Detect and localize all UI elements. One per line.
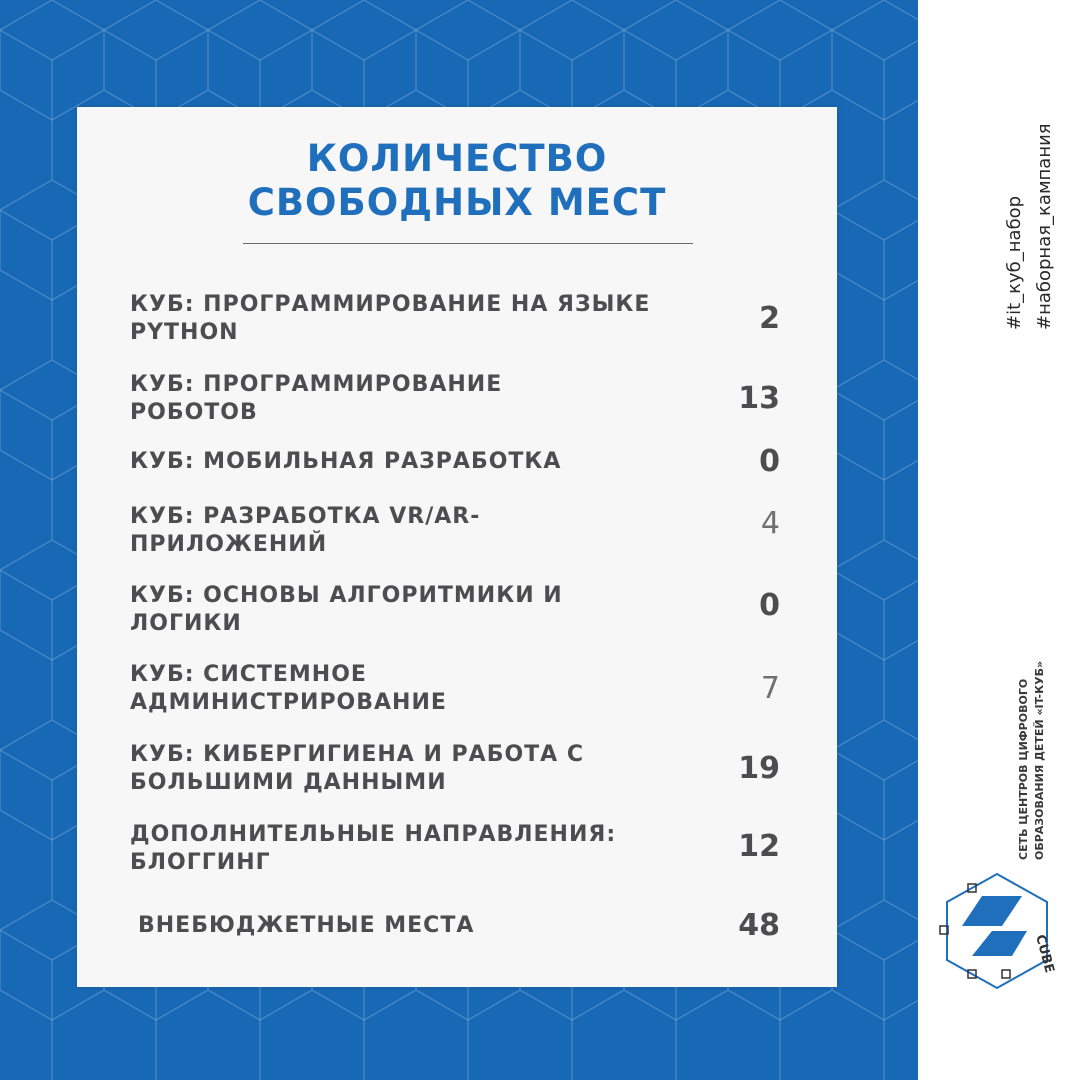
row-label: КУБ: РАЗРАБОТКА VR/AR-ПРИЛОЖЕНИЙ: [130, 504, 481, 557]
list-item: [130, 741, 780, 801]
row-value: 2: [759, 301, 780, 336]
list-item: [130, 908, 780, 952]
row-value: 0: [759, 444, 780, 479]
row-value: 4: [760, 506, 780, 541]
title-divider: [243, 243, 693, 244]
logo-shape: [972, 931, 1027, 956]
row-value: 19: [738, 751, 780, 786]
row-value: 0: [759, 588, 780, 623]
row-value: 48: [738, 908, 780, 943]
row-label: КУБ: ОСНОВЫ АЛГОРИТМИКИ И ЛОГИКИ: [130, 583, 563, 636]
logo-shape: [962, 896, 1022, 926]
page-title: [77, 137, 837, 225]
hashtag: #наборная_кампания: [1034, 123, 1055, 330]
list-item: [130, 582, 780, 642]
list-item: [130, 821, 780, 881]
row-label: ВНЕБЮДЖЕТНЫЕ МЕСТА: [138, 913, 475, 938]
row-label: КУБ: ПРОГРАММИРОВАНИЕ РОБОТОВ: [130, 372, 503, 425]
list-item: [130, 503, 780, 563]
network-caption-line-1: СЕТЬ ЦЕНТРОВ ЦИФРОВОГО: [1017, 678, 1030, 860]
row-value: 7: [760, 671, 780, 706]
row-label: КУБ: МОБИЛЬНАЯ РАЗРАБОТКА: [130, 449, 562, 474]
row-label: КУБ: КИБЕРГИГИЕНА И РАБОТА С БОЛЬШИМИ ДАННЫМИ: [130, 742, 585, 795]
it-cube-logo: [932, 866, 1062, 996]
row-label: КУБ: СИСТЕМНОЕ АДМИНИСТРИРОВАНИЕ: [130, 662, 447, 715]
network-caption: [1016, 620, 1048, 860]
row-value: 13: [738, 381, 780, 416]
logo-text: CUBE: [1032, 933, 1057, 975]
title-line-2: СВОБОДНЫХ МЕСТ: [247, 181, 667, 224]
list-item: [130, 291, 780, 351]
hashtags: [1000, 100, 1060, 330]
list-item: [130, 444, 780, 488]
row-label: ДОПОЛНИТЕЛЬНЫЕ НАПРАВЛЕНИЯ: БЛОГГИНГ: [130, 822, 617, 875]
network-caption-line-2: ОБРАЗОВАНИЯ ДЕТЕЙ «IT-КУБ»: [1033, 660, 1046, 860]
row-label: КУБ: ПРОГРАММИРОВАНИЕ НА ЯЗЫКЕ PYTHON: [130, 292, 651, 345]
info-card: [77, 107, 837, 987]
row-value: 12: [738, 829, 780, 864]
list-item: [130, 661, 780, 721]
list-item: [130, 371, 780, 431]
hashtag: #it_куб_набор: [1004, 195, 1025, 330]
title-line-1: КОЛИЧЕСТВО: [306, 137, 608, 180]
